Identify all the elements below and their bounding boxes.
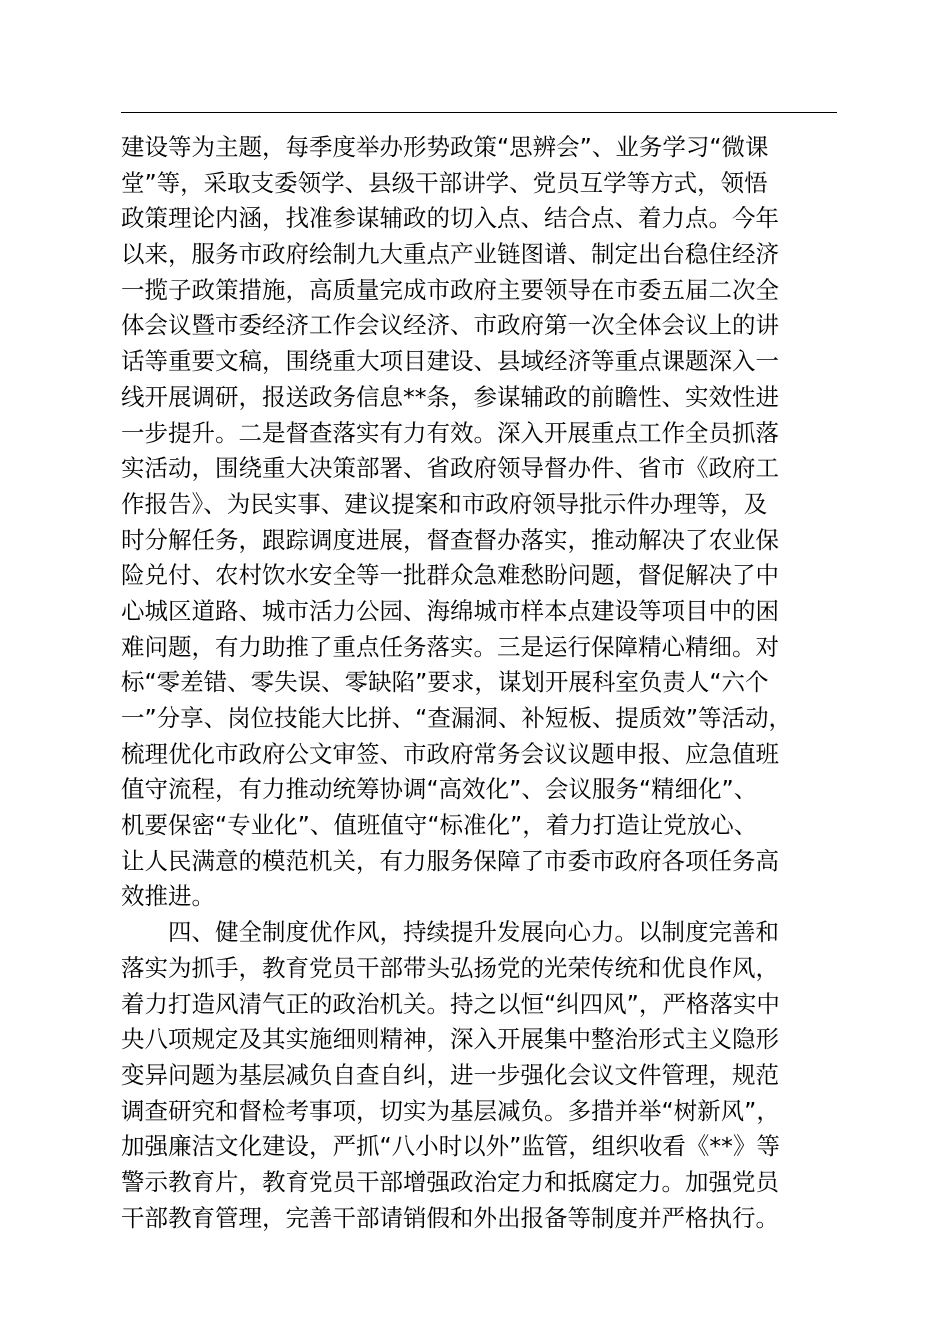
text-line: 话等重要文稿，围绕重大项目建设、县域经济等重点课题深入一: [121, 347, 779, 376]
text-line: 心城区道路、城市活力公园、海绵城市样本点建设等项目中的困: [121, 596, 779, 625]
text-line: 干部教育管理，完善干部请销假和外出报备等制度并严格执行。: [121, 1203, 779, 1232]
section-heading-line: 四、健全制度优作风，持续提升发展向心力。以制度完善和: [168, 918, 779, 947]
text-line: 值守流程，有力推动统筹协调“高效化”、会议服务“精细化”、: [121, 775, 758, 804]
text-line: 一揽子政策措施，高质量完成市政府主要领导在市委五届二次全: [121, 275, 779, 304]
text-line: 标“零差错、零失误、零缺陷”要求，谋划开展科室负责人“六个: [121, 668, 769, 697]
text-line: 落实为抓手，教育党员干部带头弘扬党的光荣传统和优良作风，: [121, 953, 779, 982]
text-line: 作报告》、为民实事、建议提案和市政府领导批示件办理等，及: [121, 489, 768, 518]
header-rule: [121, 112, 837, 113]
text-line: 让人民满意的模范机关，有力服务保障了市委市政府各项任务高: [121, 846, 779, 875]
text-line: 一”分享、岗位技能大比拼、“查漏洞、补短板、提质效”等活动，: [121, 704, 793, 732]
text-line: 难问题，有力助推了重点任务落实。三是运行保障精心精细。对: [121, 632, 779, 661]
text-line: 效推进。: [121, 882, 215, 911]
body-text: [121, 130, 851, 1236]
text-line: 建设等为主题，每季度举办形势政策“思辨会”、业务学习“微课: [121, 133, 769, 161]
text-line: 政策理论内涵，找准参谋辅政的切入点、结合点、着力点。今年: [121, 204, 779, 233]
text-line: 警示教育片，教育党员干部增强政治定力和抵腐定力。加强党员: [121, 1167, 779, 1196]
text-line: 以来，服务市政府绘制九大重点产业链图谱、制定出台稳住经济: [121, 240, 779, 269]
text-line: 堂”等，采取支委领学、县级干部讲学、党员互学等方式，领悟: [121, 168, 768, 197]
text-line: 变异问题为基层减负自查自纠，进一步强化会议文件管理，规范: [121, 1060, 779, 1089]
text-line: 着力打造风清气正的政治机关。持之以恒“纠四风”，严格落实中: [121, 989, 780, 1018]
text-line: 险兑付、农村饮水安全等一批群众急难愁盼问题，督促解决了中: [121, 561, 779, 590]
text-line: 一步提升。二是督查落实有力有效。深入开展重点工作全员抓落: [121, 418, 779, 447]
text-line: 加强廉洁文化建设，严抓“八小时以外”监管，组织收看《**》等: [121, 1132, 780, 1161]
text-line: 机要保密“专业化”、值班值守“标准化”，着力打造让党放心、: [121, 811, 758, 840]
text-line: 实活动，围绕重大决策部署、省政府领导督办件、省市《政府工: [121, 454, 779, 483]
text-line: 线开展调研，报送政务信息**条，参谋辅政的前瞻性、实效性进: [121, 382, 779, 411]
text-line: 体会议暨市委经济工作会议经济、市政府第一次全体会议上的讲: [121, 311, 779, 340]
text-line: 央八项规定及其实施细则精神，深入开展集中整治形式主义隐形: [121, 1025, 779, 1054]
text-line: 调查研究和督检考事项，切实为基层减负。多措并举“树新风”，: [121, 1096, 780, 1125]
text-line: 时分解任务，跟踪调度进展，督查督办落实，推动解决了农业保: [121, 525, 779, 554]
text-line: 梳理优化市政府公文审签、市政府常务会议议题申报、应急值班: [121, 739, 779, 768]
